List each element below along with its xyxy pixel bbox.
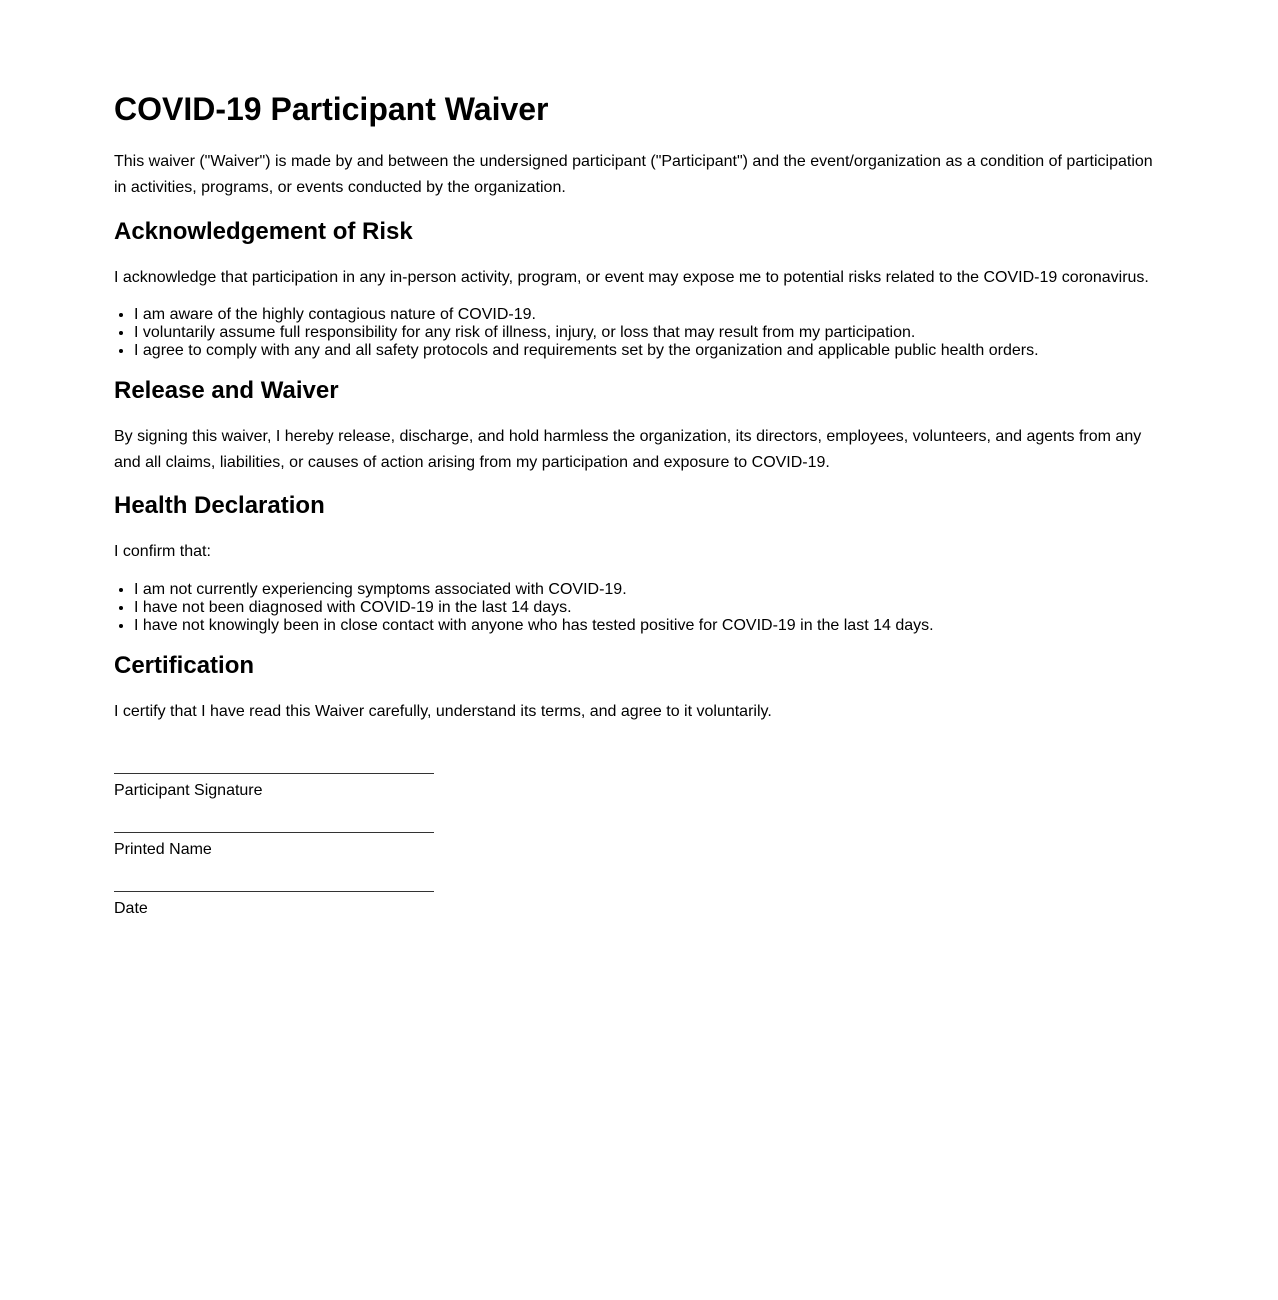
acknowledgement-list [114, 306, 1162, 360]
signature-field-label: Participant Signature [114, 782, 263, 799]
date-label: Date [114, 900, 148, 917]
page-title: COVID-19 Participant Waiver [114, 91, 549, 127]
section-heading: Release and Waiver [114, 377, 339, 404]
list-item: • I have not been diagnosed with COVID-19 in the last 14 days. [134, 599, 1162, 617]
list-item: • I am not currently experiencing symptoms associated with COVID-19. [134, 581, 1162, 599]
signature-field-printed-name[interactable] [114, 832, 1162, 859]
section-paragraph: I confirm that: [114, 543, 211, 560]
printed-name-label: Printed Name [114, 841, 212, 858]
acknowledgement-list-block [114, 306, 1162, 360]
printed-name-line[interactable] [114, 832, 434, 833]
section-paragraph: By signing this waiver, I hereby release, discharge, and hold harmless the organization, its directors, employees, volunteers, and agents from any and all claims, liabilities, or causes of action arising from my participation and exposure to COVID-19. [114, 428, 1142, 471]
health-declaration-list [114, 581, 1162, 635]
signature-line[interactable] [114, 773, 434, 774]
health-paragraph-block [114, 539, 1162, 565]
signature-field-date[interactable] [114, 891, 1162, 918]
section-heading: Certification [114, 652, 255, 679]
signature-field-participant[interactable] [114, 773, 1162, 800]
section-heading: Acknowledgement of Risk [114, 218, 413, 245]
section-heading: Health Declaration [114, 492, 325, 519]
list-item: • I am aware of the highly contagious nature of COVID-19. [134, 306, 1162, 324]
list-item: • I voluntarily assume full responsibility for any risk of illness, injury, or loss that may result from my participation. [134, 324, 1162, 342]
section-paragraph: I certify that I have read this Waiver carefully, understand its terms, and agree to it voluntarily. [114, 703, 772, 720]
list-item: • I have not knowingly been in close contact with anyone who has tested positive for COVID-19 in the last 14 days. [134, 617, 1162, 635]
health-list-block [114, 581, 1162, 635]
date-line[interactable] [114, 891, 434, 892]
release-paragraph-block [114, 424, 1162, 476]
section-health-declaration [114, 492, 1162, 520]
section-certification [114, 652, 1162, 680]
section-acknowledgement-of-risk [114, 218, 1162, 246]
acknowledgement-paragraph-block [114, 265, 1162, 291]
intro-paragraph: This waiver ("Waiver") is made by and between the undersigned participant ("Participant") and the event/organization as a condition of participation in activities, programs, or events conducted by the organization. [114, 153, 1153, 196]
section-paragraph: I acknowledge that participation in any in-person activity, program, or event may expose me to potential risks related to the COVID-19 coronavirus. [114, 269, 1149, 286]
section-release-and-waiver [114, 377, 1162, 405]
list-item: • I agree to comply with any and all safety protocols and requirements set by the organization and applicable public health orders. [134, 342, 1162, 360]
intro-block [114, 149, 1162, 201]
certification-paragraph-block [114, 699, 1162, 725]
